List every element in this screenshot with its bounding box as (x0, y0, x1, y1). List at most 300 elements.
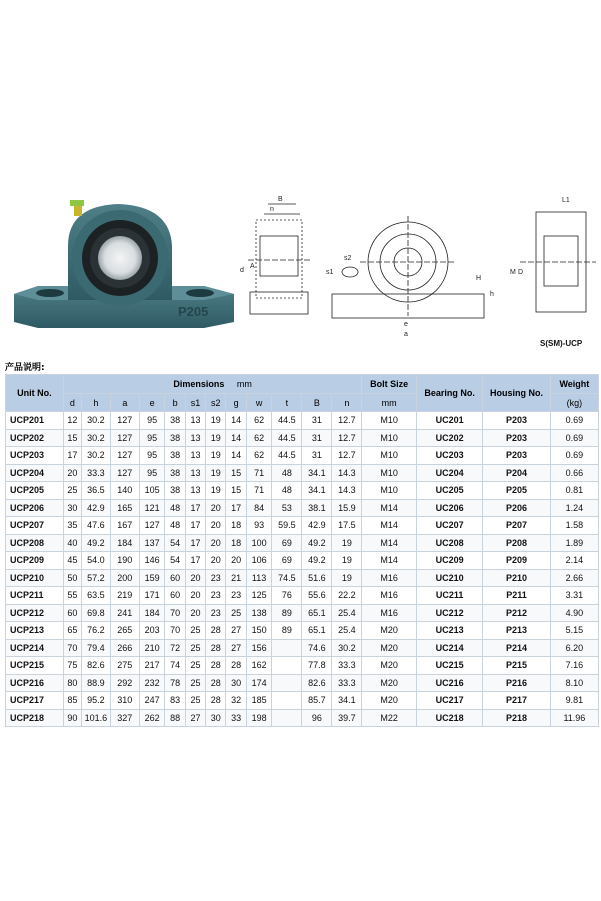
cell-w: 125 (246, 587, 272, 605)
cell-n: 12.7 (332, 447, 362, 465)
cell-n: 30.2 (332, 639, 362, 657)
cell-t: 44.5 (272, 412, 302, 430)
cell-d: 90 (63, 709, 81, 727)
cell-g: 18 (226, 534, 246, 552)
cell-housing: P203 (483, 447, 550, 465)
cell-bearing: UC215 (416, 657, 482, 675)
cell-t: 74.5 (272, 569, 302, 587)
cell-a: 127 (110, 412, 139, 430)
cell-t: 69 (272, 534, 302, 552)
cell-b: 88 (165, 709, 185, 727)
cell-h: 49.2 (81, 534, 110, 552)
cell-s2: 20 (206, 517, 226, 535)
side-view-drawing (240, 196, 312, 314)
cell-s1: 25 (185, 692, 205, 710)
cell-s1: 17 (185, 534, 205, 552)
product-label: P205 (178, 304, 209, 319)
cell-t (272, 692, 302, 710)
cell-a: 140 (110, 482, 139, 500)
cell-b: 38 (165, 429, 185, 447)
table-row (6, 604, 599, 622)
cell-g: 14 (226, 429, 246, 447)
cell-housing: P215 (483, 657, 550, 675)
cell-e: 105 (139, 482, 165, 500)
cell-unit: UCP207 (6, 517, 64, 535)
label-a: a (404, 331, 408, 338)
cell-b: 72 (165, 639, 185, 657)
cell-b: 96 (302, 709, 332, 727)
cell-h: 88.9 (81, 674, 110, 692)
cell-s2: 19 (206, 447, 226, 465)
cell-bearing: UC211 (416, 587, 482, 605)
cell-b: 31 (302, 412, 332, 430)
cell-bearing: UC204 (416, 464, 482, 482)
header-bolt-unit: mm (362, 394, 417, 412)
cell-bearing: UC213 (416, 622, 482, 640)
cell-s2: 28 (206, 657, 226, 675)
table-row (6, 447, 599, 465)
cell-weight: 0.66 (550, 464, 598, 482)
cell-h: 33.3 (81, 464, 110, 482)
cell-n: 12.7 (332, 429, 362, 447)
table-row (6, 412, 599, 430)
table-row (6, 692, 599, 710)
cell-s2: 30 (206, 709, 226, 727)
table-row (6, 464, 599, 482)
cell-w: 174 (246, 674, 272, 692)
cell-bolt: M22 (362, 709, 417, 727)
cell-housing: P205 (483, 482, 550, 500)
cell-bearing: UC205 (416, 482, 482, 500)
cell-housing: P216 (483, 674, 550, 692)
cell-unit: UCP214 (6, 639, 64, 657)
cell-housing: P210 (483, 569, 550, 587)
header-dimensions (63, 375, 362, 394)
cell-weight: 0.69 (550, 447, 598, 465)
cell-h: 30.2 (81, 429, 110, 447)
cell-d: 80 (63, 674, 81, 692)
header-unit-no: Unit No. (6, 375, 64, 412)
cell-weight: 4.90 (550, 604, 598, 622)
cell-w: 150 (246, 622, 272, 640)
cell-bolt: M14 (362, 552, 417, 570)
cell-d: 30 (63, 499, 81, 517)
cell-weight: 8.10 (550, 674, 598, 692)
cell-housing: P207 (483, 517, 550, 535)
cell-d: 85 (63, 692, 81, 710)
cell-e: 127 (139, 517, 165, 535)
cell-s2: 20 (206, 499, 226, 517)
product-description-heading: 产品说明: (5, 363, 45, 373)
cell-d: 25 (63, 482, 81, 500)
label-n: n (270, 206, 274, 213)
cell-e: 210 (139, 639, 165, 657)
cell-housing: P209 (483, 552, 550, 570)
cell-b: 85.7 (302, 692, 332, 710)
cell-n: 25.4 (332, 604, 362, 622)
cell-h: 36.5 (81, 482, 110, 500)
cell-w: 84 (246, 499, 272, 517)
cell-s2: 20 (206, 534, 226, 552)
cell-bolt: M10 (362, 447, 417, 465)
cell-b: 34.1 (302, 482, 332, 500)
cell-d: 75 (63, 657, 81, 675)
cell-b: 48 (165, 517, 185, 535)
cell-t: 59.5 (272, 517, 302, 535)
cell-b: 54 (165, 552, 185, 570)
cell-g: 15 (226, 482, 246, 500)
cell-b: 38 (165, 464, 185, 482)
cell-s1: 13 (185, 482, 205, 500)
cell-g: 21 (226, 569, 246, 587)
cell-unit: UCP211 (6, 587, 64, 605)
header-b: b (165, 394, 185, 412)
header-weight: Weight (550, 375, 598, 394)
pillow-block-bearing-photo (8, 176, 238, 350)
cell-t: 48 (272, 464, 302, 482)
cell-b: 60 (165, 569, 185, 587)
cell-h: 79.4 (81, 639, 110, 657)
cell-bearing: UC202 (416, 429, 482, 447)
cell-s2: 28 (206, 622, 226, 640)
cell-n: 33.3 (332, 657, 362, 675)
cell-bearing: UC216 (416, 674, 482, 692)
cell-weight: 7.16 (550, 657, 598, 675)
table-row (6, 657, 599, 675)
cell-weight: 0.69 (550, 412, 598, 430)
cell-b: 54 (165, 534, 185, 552)
cell-d: 60 (63, 604, 81, 622)
cell-unit: UCP213 (6, 622, 64, 640)
cell-t: 89 (272, 622, 302, 640)
cell-a: 265 (110, 622, 139, 640)
cell-s1: 13 (185, 412, 205, 430)
header-a: a (110, 394, 139, 412)
cell-weight: 2.66 (550, 569, 598, 587)
table-row (6, 499, 599, 517)
cell-bolt: M16 (362, 587, 417, 605)
cell-e: 95 (139, 429, 165, 447)
cell-weight: 0.81 (550, 482, 598, 500)
header-s1: s1 (185, 394, 205, 412)
cell-h: 76.2 (81, 622, 110, 640)
cell-e: 95 (139, 412, 165, 430)
cell-e: 184 (139, 604, 165, 622)
cell-w: 100 (246, 534, 272, 552)
cell-s1: 17 (185, 499, 205, 517)
cell-unit: UCP210 (6, 569, 64, 587)
label-h: h (490, 291, 494, 298)
cell-s2: 28 (206, 639, 226, 657)
label-A: A (250, 263, 255, 270)
cell-g: 23 (226, 587, 246, 605)
cell-d: 70 (63, 639, 81, 657)
header-housing-no: Housing No. (483, 375, 550, 412)
cell-weight: 0.69 (550, 429, 598, 447)
cell-b: 60 (165, 587, 185, 605)
table-row (6, 569, 599, 587)
cell-weight: 11.96 (550, 709, 598, 727)
cell-h: 63.5 (81, 587, 110, 605)
cell-s2: 28 (206, 674, 226, 692)
cell-s2: 19 (206, 464, 226, 482)
cell-b: 65.1 (302, 604, 332, 622)
cell-g: 17 (226, 499, 246, 517)
cell-g: 27 (226, 639, 246, 657)
cell-e: 121 (139, 499, 165, 517)
cell-weight: 2.14 (550, 552, 598, 570)
table-row (6, 674, 599, 692)
cell-a: 266 (110, 639, 139, 657)
cell-h: 95.2 (81, 692, 110, 710)
table-row (6, 587, 599, 605)
table-row (6, 534, 599, 552)
cell-g: 25 (226, 604, 246, 622)
cell-t: 44.5 (272, 447, 302, 465)
table-row (6, 552, 599, 570)
cell-housing: P212 (483, 604, 550, 622)
cell-b: 51.6 (302, 569, 332, 587)
cell-w: 93 (246, 517, 272, 535)
cell-g: 18 (226, 517, 246, 535)
cell-bearing: UC210 (416, 569, 482, 587)
cell-unit: UCP201 (6, 412, 64, 430)
cell-b: 38 (165, 412, 185, 430)
label-e: e (404, 321, 408, 328)
cell-n: 15.9 (332, 499, 362, 517)
cell-t (272, 674, 302, 692)
cell-b: 48 (165, 499, 185, 517)
technical-drawings (240, 176, 598, 350)
cell-b: 83 (165, 692, 185, 710)
cell-e: 262 (139, 709, 165, 727)
cell-b: 34.1 (302, 464, 332, 482)
cell-housing: P208 (483, 534, 550, 552)
cell-g: 20 (226, 552, 246, 570)
cell-a: 310 (110, 692, 139, 710)
cell-s2: 23 (206, 604, 226, 622)
cell-s1: 27 (185, 709, 205, 727)
cell-housing: P204 (483, 464, 550, 482)
cell-housing: P213 (483, 622, 550, 640)
cell-h: 54.0 (81, 552, 110, 570)
cell-bolt: M10 (362, 464, 417, 482)
cell-s1: 25 (185, 639, 205, 657)
cell-bolt: M20 (362, 657, 417, 675)
cell-g: 27 (226, 622, 246, 640)
cell-h: 30.2 (81, 412, 110, 430)
label-D: D (518, 269, 524, 276)
cell-w: 71 (246, 464, 272, 482)
cell-weight: 1.89 (550, 534, 598, 552)
header-s2: s2 (206, 394, 226, 412)
cell-housing: P211 (483, 587, 550, 605)
cell-unit: UCP205 (6, 482, 64, 500)
cell-a: 165 (110, 499, 139, 517)
cell-housing: P217 (483, 692, 550, 710)
cell-h: 30.2 (81, 447, 110, 465)
cell-t: 89 (272, 604, 302, 622)
cell-d: 35 (63, 517, 81, 535)
cell-e: 95 (139, 464, 165, 482)
cell-b: 38 (165, 482, 185, 500)
cell-s2: 19 (206, 412, 226, 430)
table-row (6, 429, 599, 447)
cell-bearing: UC214 (416, 639, 482, 657)
label-s1: s1 (326, 269, 334, 276)
cell-n: 17.5 (332, 517, 362, 535)
cell-h: 82.6 (81, 657, 110, 675)
cell-d: 15 (63, 429, 81, 447)
dimensions-label: Dimensions (173, 379, 225, 389)
cell-a: 127 (110, 447, 139, 465)
cell-bearing: UC209 (416, 552, 482, 570)
cell-e: 137 (139, 534, 165, 552)
cell-a: 327 (110, 709, 139, 727)
cell-weight: 6.20 (550, 639, 598, 657)
cell-a: 275 (110, 657, 139, 675)
cell-b: 31 (302, 429, 332, 447)
cell-n: 22.2 (332, 587, 362, 605)
cell-n: 39.7 (332, 709, 362, 727)
cell-weight: 5.15 (550, 622, 598, 640)
cell-bolt: M16 (362, 604, 417, 622)
cell-n: 14.3 (332, 482, 362, 500)
cell-d: 40 (63, 534, 81, 552)
cell-unit: UCP206 (6, 499, 64, 517)
cell-h: 57.2 (81, 569, 110, 587)
cell-g: 14 (226, 412, 246, 430)
cell-weight: 1.58 (550, 517, 598, 535)
cell-n: 33.3 (332, 674, 362, 692)
cell-n: 14.3 (332, 464, 362, 482)
cell-bolt: M10 (362, 412, 417, 430)
dimensions-unit: mm (236, 379, 252, 389)
cell-e: 232 (139, 674, 165, 692)
cell-n: 34.1 (332, 692, 362, 710)
cell-h: 101.6 (81, 709, 110, 727)
cell-bolt: M14 (362, 534, 417, 552)
cell-s1: 17 (185, 552, 205, 570)
label-d: d (240, 267, 244, 274)
cell-d: 12 (63, 412, 81, 430)
cell-w: 106 (246, 552, 272, 570)
cell-e: 203 (139, 622, 165, 640)
cell-b: 38 (165, 447, 185, 465)
spec-table (5, 374, 599, 727)
cell-unit: UCP215 (6, 657, 64, 675)
cell-b: 42.9 (302, 517, 332, 535)
cell-n: 19 (332, 569, 362, 587)
cell-t (272, 709, 302, 727)
cell-b: 31 (302, 447, 332, 465)
label-H: H (476, 275, 482, 282)
cell-housing: P206 (483, 499, 550, 517)
cell-a: 241 (110, 604, 139, 622)
cell-e: 95 (139, 447, 165, 465)
cell-s1: 20 (185, 569, 205, 587)
cell-weight: 1.24 (550, 499, 598, 517)
cell-b: 70 (165, 604, 185, 622)
end-view-drawing (510, 197, 596, 312)
cell-g: 14 (226, 447, 246, 465)
cell-g: 33 (226, 709, 246, 727)
header-bolt-size: Bolt Size (362, 375, 417, 394)
cell-a: 190 (110, 552, 139, 570)
cell-unit: UCP212 (6, 604, 64, 622)
cell-b: 55.6 (302, 587, 332, 605)
cell-unit: UCP203 (6, 447, 64, 465)
cell-e: 171 (139, 587, 165, 605)
cell-s2: 23 (206, 587, 226, 605)
table-row (6, 639, 599, 657)
cell-bearing: UC208 (416, 534, 482, 552)
cell-a: 127 (110, 464, 139, 482)
header-weight-unit: (kg) (550, 394, 598, 412)
header-h: h (81, 394, 110, 412)
front-view-drawing (326, 216, 494, 338)
cell-d: 65 (63, 622, 81, 640)
table-row (6, 482, 599, 500)
table-row (6, 622, 599, 640)
cell-n: 25.4 (332, 622, 362, 640)
cell-unit: UCP208 (6, 534, 64, 552)
table-row (6, 517, 599, 535)
cell-e: 247 (139, 692, 165, 710)
cell-unit: UCP218 (6, 709, 64, 727)
cell-h: 42.9 (81, 499, 110, 517)
cell-w: 198 (246, 709, 272, 727)
cell-t: 76 (272, 587, 302, 605)
cell-s1: 20 (185, 604, 205, 622)
cell-t: 69 (272, 552, 302, 570)
header-g: g (226, 394, 246, 412)
cell-s1: 17 (185, 517, 205, 535)
cell-bearing: UC201 (416, 412, 482, 430)
cell-w: 71 (246, 482, 272, 500)
cell-e: 217 (139, 657, 165, 675)
cell-bolt: M20 (362, 622, 417, 640)
header-n: n (332, 394, 362, 412)
cell-bearing: UC217 (416, 692, 482, 710)
cell-b: 82.6 (302, 674, 332, 692)
cell-t: 44.5 (272, 429, 302, 447)
cell-s1: 20 (185, 587, 205, 605)
cell-a: 292 (110, 674, 139, 692)
label-s2: s2 (344, 255, 352, 262)
cell-d: 17 (63, 447, 81, 465)
cell-bearing: UC218 (416, 709, 482, 727)
cell-b: 78 (165, 674, 185, 692)
cell-bolt: M14 (362, 517, 417, 535)
cell-bearing: UC212 (416, 604, 482, 622)
cell-w: 62 (246, 429, 272, 447)
cell-n: 12.7 (332, 412, 362, 430)
cell-a: 200 (110, 569, 139, 587)
cell-bolt: M16 (362, 569, 417, 587)
cell-n: 19 (332, 534, 362, 552)
cell-g: 28 (226, 657, 246, 675)
header-t: t (272, 394, 302, 412)
cell-g: 32 (226, 692, 246, 710)
cell-s1: 13 (185, 429, 205, 447)
label-M: M (510, 269, 516, 276)
cell-s2: 20 (206, 552, 226, 570)
cell-b: 38.1 (302, 499, 332, 517)
cell-w: 62 (246, 447, 272, 465)
cell-b: 70 (165, 622, 185, 640)
cell-bolt: M20 (362, 692, 417, 710)
